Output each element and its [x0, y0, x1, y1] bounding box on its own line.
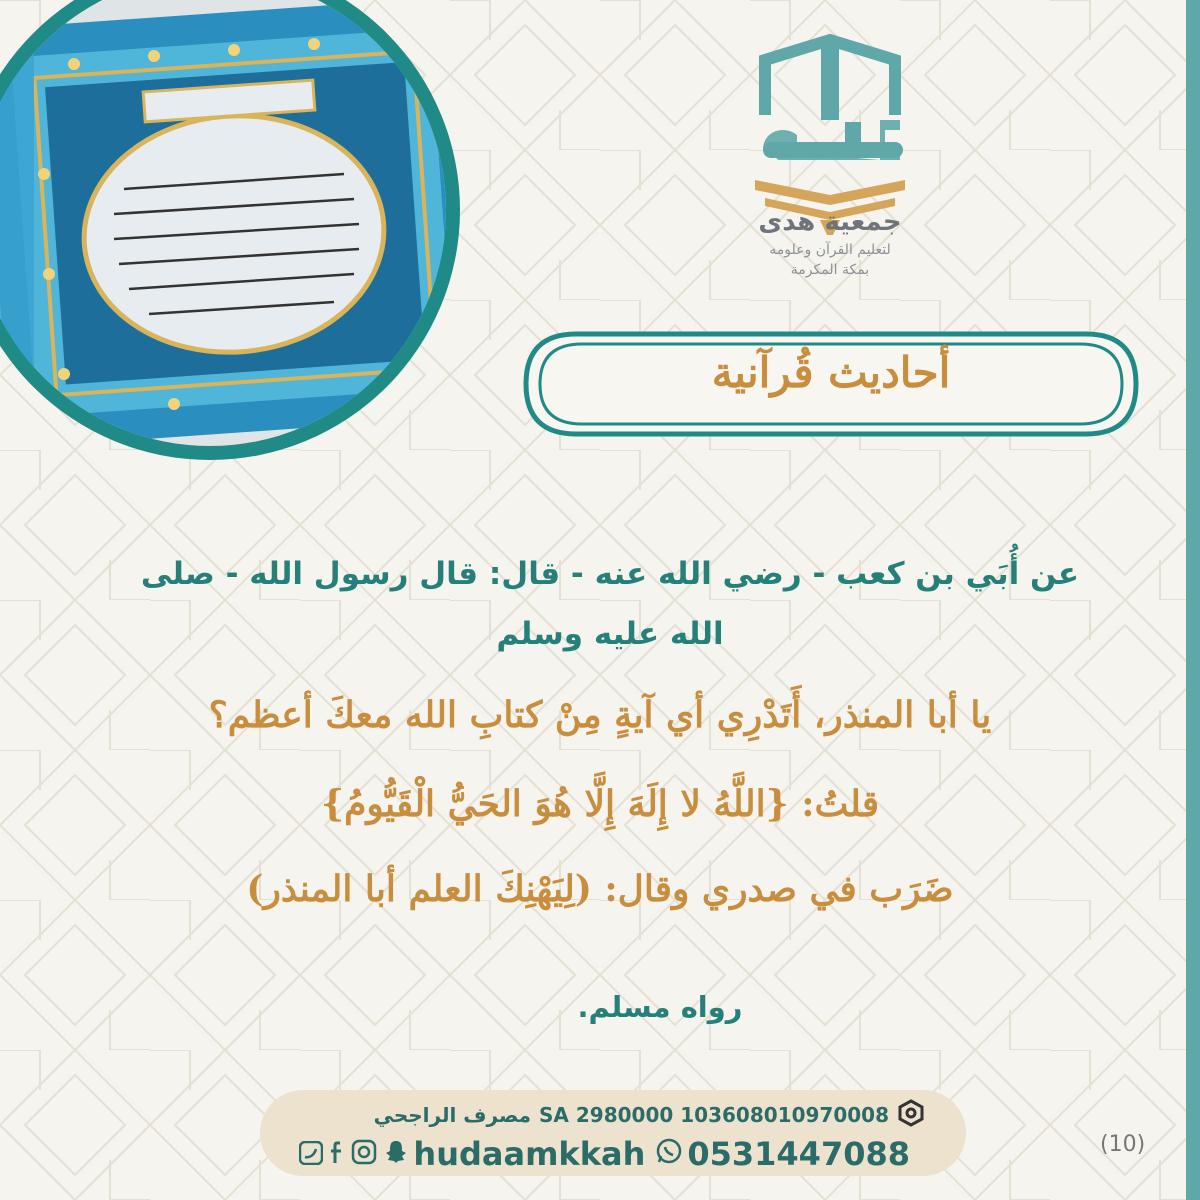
hadith-line-response: ضَرَب في صدري وقال: (لِيَهْنِكَ العلم أبا المنذر) [246, 868, 954, 910]
hadith-line-question: يا أبا المنذر، أَتَدْرِي أي آيةٍ مِنْ كتابِ الله معكَ أعظم؟ [208, 694, 992, 736]
hadith-narrator: عن أُبَي بن كعب - رضي الله عنه - قال: قال رسول الله - صلى الله عليه وسلم [140, 556, 1080, 652]
bank-name: مصرف الراجحي [373, 1103, 532, 1127]
phone-number[interactable]: 0531447088 [687, 1135, 910, 1173]
quran-page-image [0, 0, 446, 446]
logo-location: بمكة المكرمة [790, 262, 870, 278]
bank-logo-icon [897, 1099, 925, 1132]
contact-info [300, 1135, 910, 1173]
bank-info [300, 1100, 925, 1130]
whatsapp-icon[interactable] [655, 1135, 683, 1173]
banner-title: أحاديث قُرآنية [711, 348, 951, 397]
snapchat-icon[interactable] [383, 1135, 409, 1173]
page-number: (10) [1100, 1132, 1146, 1157]
social-handle[interactable]: hudaamkkah [413, 1135, 646, 1173]
instagram-icon[interactable] [351, 1135, 377, 1173]
right-accent-strip [1186, 0, 1200, 1200]
hadith-line-answer: قلتُ: {اللَّهُ لا إِلَهَ إِلَّا هُوَ الحَيُّ الْقَيُّومُ} [320, 783, 880, 825]
quran-image-frame [0, 0, 460, 460]
logo-title: جمعية هدى [758, 207, 902, 237]
iban: SA 2980000 103608010970008 [539, 1103, 889, 1127]
twitter-icon[interactable] [299, 1135, 323, 1173]
hadith-source: رواه مسلم. [577, 990, 743, 1024]
logo-subtitle: لتعليم القرآن وعلومه [769, 242, 891, 258]
facebook-icon[interactable] [329, 1135, 345, 1173]
title-banner [522, 330, 1140, 438]
